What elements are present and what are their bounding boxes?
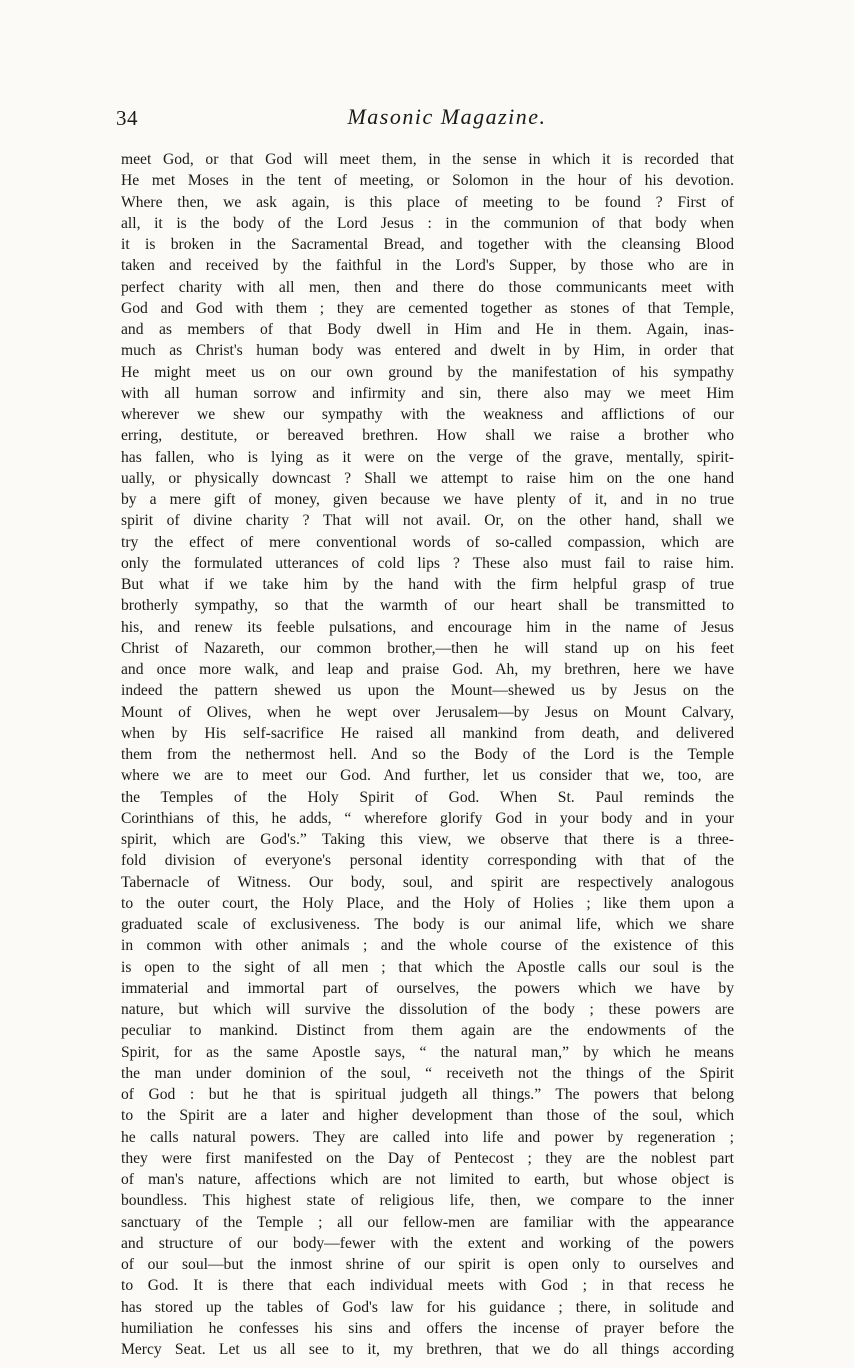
- text-line: to the outer court, the Holy Place, and the Holy of Holies ; like them upon a: [121, 894, 734, 912]
- text-line: to God. It is there that each individual meets with God ; in that recess he: [121, 1277, 734, 1295]
- text-line: nature, but which will survive the dissolution of the body ; these powers are: [121, 1001, 734, 1018]
- text-line: Spirit, for as the same Apostle says, “ the natural man,” by which he means: [121, 1043, 734, 1061]
- text-line: where we are to meet our God. And further, let us consider that we, too, are: [121, 767, 734, 785]
- text-line: But what if we take him by the hand with the firm helpful grasp of true: [121, 576, 734, 593]
- text-line: Christ of Nazareth, our common brother,—then he will stand up on his feet: [121, 639, 734, 657]
- text-line: of our soul—but the inmost shrine of our spirit is open only to ourselves and: [121, 1256, 734, 1273]
- text-line: Mount of Olives, when he wept over Jerusalem—by Jesus on Mount Calvary,: [121, 703, 734, 721]
- text-line: immaterial and immortal part of ourselves, the powers which we have by: [121, 979, 734, 997]
- text-line: has stored up the tables of God's law for his guidance ; there, in solitude and: [121, 1298, 734, 1316]
- text-line: indeed the pattern shewed us upon the Mount—shewed us by Jesus on the: [121, 682, 734, 700]
- text-line: all, it is the body of the Lord Jesus : in the communion of that body when: [121, 214, 734, 232]
- text-line: spirit, which are God's.” Taking this view, we observe that there is a three-: [121, 831, 734, 848]
- text-line: his, and renew its feeble pulsations, and encourage him in the name of Jesus: [121, 618, 734, 636]
- text-line: He met Moses in the tent of meeting, or Solomon in the hour of his devotion.: [121, 172, 734, 190]
- text-line: to the Spirit are a later and higher development than those of the soul, which: [121, 1107, 734, 1125]
- text-line: they were first manifested on the Day of Pentecost ; they are the noblest part: [121, 1149, 734, 1167]
- page-number: 34: [116, 106, 138, 130]
- text-line: God and God with them ; they are cemented together as stones of that Temple,: [121, 299, 734, 317]
- text-line: He might meet us on our own ground by the manifestation of his sympathy: [121, 363, 734, 381]
- running-title: Masonic Magazine.: [347, 104, 547, 129]
- text-line: fold division of everyone's personal identity corresponding with that of the: [121, 852, 734, 870]
- text-line: of man's nature, affections which are not limited to earth, but whose object is: [121, 1171, 734, 1188]
- text-line: erring, destitute, or bereaved brethren. How shall we raise a brother who: [121, 427, 734, 445]
- text-line: wherever we shew our sympathy with the weakness and afflictions of our: [121, 406, 734, 423]
- text-line: boundless. This highest state of religious life, then, we compare to the inner: [121, 1192, 734, 1210]
- text-line: is open to the sight of all men ; that which the Apostle calls our soul is the: [121, 958, 734, 976]
- text-line: taken and received by the faithful in the Lord's Supper, by those who are in: [121, 257, 734, 275]
- text-line: and as members of that Body dwell in Him and He in them. Again, inas-: [121, 321, 734, 338]
- text-line: has fallen, who is lying as it were on the verge of the grave, mentally, spirit-: [121, 448, 734, 466]
- text-line: humiliation he confesses his sins and offers the incense of prayer before the: [121, 1319, 734, 1337]
- text-line: spirit of divine charity ? That will not avail. Or, on the other hand, shall we: [121, 512, 734, 530]
- text-line: in common with other animals ; and the whole course of the existence of this: [121, 937, 734, 955]
- text-line: sanctuary of the Temple ; all our fellow-men are familiar with the appearance: [121, 1213, 734, 1231]
- text-line: brotherly sympathy, so that the warmth of our heart shall be transmitted to: [121, 597, 734, 615]
- body-text: [121, 149, 734, 1360]
- text-line: them from the nethermost hell. And so the Body of the Lord is the Temple: [121, 746, 734, 763]
- text-line: perfect charity with all men, then and there do those communicants meet with: [121, 278, 734, 296]
- text-line: and structure of our body—fewer with the extent and working of the powers: [121, 1234, 734, 1252]
- text-line: graduated scale of exclusiveness. The body is our animal life, which we share: [121, 916, 734, 933]
- text-line: ually, or physically downcast ? Shall we attempt to raise him on the one hand: [121, 469, 734, 487]
- text-line: peculiar to mankind. Distinct from them again are the endowments of the: [121, 1022, 734, 1040]
- text-line: Tabernacle of Witness. Our body, soul, and spirit are respectively analogous: [121, 873, 734, 891]
- text-line: he calls natural powers. They are called into life and power by regeneration ;: [121, 1128, 734, 1146]
- text-line: of God : but he that is spiritual judgeth all things.” The powers that belong: [121, 1086, 734, 1103]
- text-line: try the effect of mere conventional words of so-called compassion, which are: [121, 533, 734, 551]
- text-line: Mercy Seat. Let us all see to it, my brethren, that we do all things according: [121, 1341, 734, 1358]
- text-line: it is broken in the Sacramental Bread, and together with the cleansing Blood: [121, 236, 734, 253]
- text-line: much as Christ's human body was entered and dwelt in by Him, in order that: [121, 342, 734, 360]
- text-line: with all human sorrow and infirmity and sin, there also may we meet Him: [121, 384, 734, 402]
- text-line: the Temples of the Holy Spirit of God. When St. Paul reminds the: [121, 788, 734, 806]
- text-line: Corinthians of this, he adds, “ wherefore glorify God in your body and in your: [121, 809, 734, 827]
- text-line: only the formulated utterances of cold lips ? These also must fail to raise him.: [121, 554, 734, 572]
- text-line: by a mere gift of money, given because we have plenty of it, and in no true: [121, 491, 734, 508]
- text-line: meet God, or that God will meet them, in the sense in which it is recorded that: [121, 151, 734, 168]
- text-line: and once more walk, and leap and praise God. Ah, my brethren, here we have: [121, 661, 734, 678]
- text-line: Where then, we ask again, is this place of meeting to be found ? First of: [121, 193, 734, 211]
- text-line: the man under dominion of the soul, “ receiveth not the things of the Spirit: [121, 1064, 734, 1082]
- text-line: when by His self-sacrifice He raised all mankind from death, and delivered: [121, 724, 734, 742]
